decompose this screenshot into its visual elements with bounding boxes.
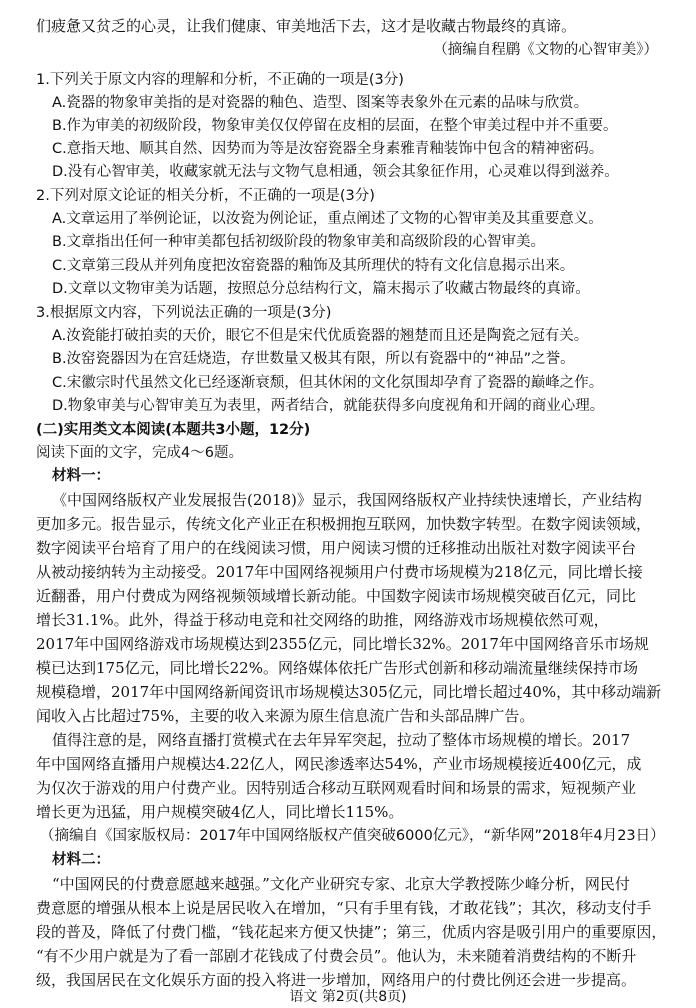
material-1-line: 数字阅读平台培育了用户的在线阅读习惯，用户阅读习惯的迁移推动出版社对数字阅读平台 xyxy=(36,539,637,557)
material-1-line: 为仅次于游戏的用户付费产业。因特别适合移动互联网观看时间和场景的需求，短视频产业 xyxy=(36,779,637,797)
material-1-line: 规模稳增，2017年中国网络新闻资讯市场规模达305亿元，同比增长超过40%，其中移动端新 xyxy=(36,683,662,701)
page-footer: 语文 第2页(共8页) xyxy=(289,989,407,1005)
question-1: 1.下列关于原文内容的理解和分析，不正确的一项是(3分) xyxy=(36,72,404,88)
q2-option-d: D.文章以文物审美为话题，按照总分总结构行文，篇末揭示了收藏古物最终的真谛。 xyxy=(52,281,590,297)
material-1-line: 近翻番，用户付费成为网络视频领域增长新动能。中国数字阅读市场规模突破百亿元，同比 xyxy=(36,587,637,605)
material-1-line: 闻收入占比超过75%，主要的收入来源为原生信息流广告和头部品牌广告。 xyxy=(36,707,535,725)
source-citation: （摘编自程鹛《文物的心智审美》） xyxy=(433,42,658,58)
q2-option-c: C.文章第三段从并列角度把汝窑瓷器的釉饰及其所理伏的特有文化信息揭示出来。 xyxy=(52,258,575,274)
q3-option-b: B.汝窑瓷器因为在宫廷烧造，存世数量又极其有限，所以有瓷器中的“神品”之誉。 xyxy=(52,351,575,367)
material-2-line: 费意愿的增强从根本上说是居民收入在增加，“只有手里有钱，才敢花钱”；其次，移动支付手 xyxy=(36,899,652,917)
material-2-line: 段的普及，降低了付费门槛，“钱花起来方便又快捷”；第三，优质内容是吸引用户的重要原因， xyxy=(36,923,667,941)
material-1-line: 增长更为迅猛，用户规模突破4亿人，同比增长115%。 xyxy=(36,803,404,821)
passage-end-line: 们疲惫又贫乏的心灵，让我们健康、审美地活下去，这才是收藏古物最终的真谛。 xyxy=(36,17,577,35)
material-1-line: 更加多元。报告显示，传统文化产业正在积极拥抱互联网，加快数字转型。在数字阅读领域， xyxy=(36,515,652,533)
q2-option-a: A.文章运用了举例论证，以汝瓷为例论证，重点阐述了文物的心智审美及其重要意义。 xyxy=(52,211,603,227)
material-2-line: 级，我国居民在文化娱乐方面的投入将进一步增加，网络用户的付费比例还会进一步提高。 xyxy=(36,971,637,989)
question-2: 2.下列对原文论证的相关分析，不正确的一项是(3分) xyxy=(36,188,375,204)
material-1-line: 2017年中国网络游戏市场规模达到2355亿元，同比增长32%。2017年中国网络音乐市场规 xyxy=(36,635,649,653)
material-1-line: 年中国网络直播用户规模达4.22亿人，网民渗透率达54%，产业市场规模接近400亿元，成 xyxy=(36,755,642,773)
material-1-citation: （摘编自《国家版权局：2017年中国网络版权产值突破6000亿元》，“新华网”2018年4月23日） xyxy=(40,828,665,844)
material-1-line: 值得注意的是，网络直播打赏模式在去年异军突起，拉动了整体市场规模的增长。2017 xyxy=(52,731,631,749)
q1-option-d: D.没有心智审美，收藏家就无法与文物气息相通，领会其象征作用，心灵难以得到滋养。 xyxy=(52,164,619,180)
section-heading: (二)实用类文本阅读(本题共3小题，12分) xyxy=(36,422,311,438)
q1-option-c: C.意指天地、顺其自然、因势而为等是汝窑瓷器全身素雅青釉装饰中包含的精神密码。 xyxy=(52,141,604,157)
material-2-line: “中国网民的付费意愿越来越强。”文化产业研究专家、北京大学教授陈少峰分析，网民付 xyxy=(52,875,630,893)
q3-option-d: D.物象审美与心智审美互为表里，两者结合，就能获得多向度视角和开阔的商业心理。 xyxy=(52,398,605,414)
q1-option-b: B.作为审美的初级阶段，物象审美仅仅停留在皮相的层面，在整个审美过程中并不重要。 xyxy=(52,118,618,134)
material-1-line: 从被动接纳转为主动接受。2017年中国网络视频用户付费市场规模为218亿元，同比增长接 xyxy=(36,563,643,581)
material-1-line: 增长31.1%。此外，得益于移动电竞和社交网络的助推，网络游戏市场规模依然可观， xyxy=(36,611,609,629)
q1-option-a: A.瓷器的物象审美指的是对瓷器的釉色、造型、图案等表象外在元素的品味与欣赏。 xyxy=(52,95,589,111)
material-1-label: 材料一： xyxy=(52,468,110,484)
question-3: 3.根据原文内容，下列说法正确的一项是(3分) xyxy=(36,305,332,321)
q2-option-b: B.文章指出任何一种审美都包括初级阶段的物象审美和高级阶段的心智审美。 xyxy=(52,234,546,250)
section-instruction: 阅读下面的文字，完成4～6题。 xyxy=(36,445,243,461)
material-2-line: “有不少用户就是为了看一部剧才花钱成了付费会员”。他认为，未来随着消费结构的不断升 xyxy=(36,947,637,965)
material-1-line: 模已达到175亿元，同比增长22%。网络媒体依托广告形式创新和移动端流量继续保持市场 xyxy=(36,659,638,677)
q3-option-a: A.汝瓷能打破拍卖的天价，眼它不但是宋代优质瓷器的翘楚而且还是陶瓷之冠有关。 xyxy=(52,328,589,344)
material-2-label: 材料二： xyxy=(52,852,110,868)
q3-option-c: C.宋徽宗时代虽然文化已经逐渐衰颓，但其休闲的文化氛围却孕育了瓷器的巅峰之作。 xyxy=(52,375,604,391)
material-1-line: 《中国网络版权产业发展报告(2018)》显示，我国网络版权产业持续快速增长，产业结构 xyxy=(52,491,642,509)
